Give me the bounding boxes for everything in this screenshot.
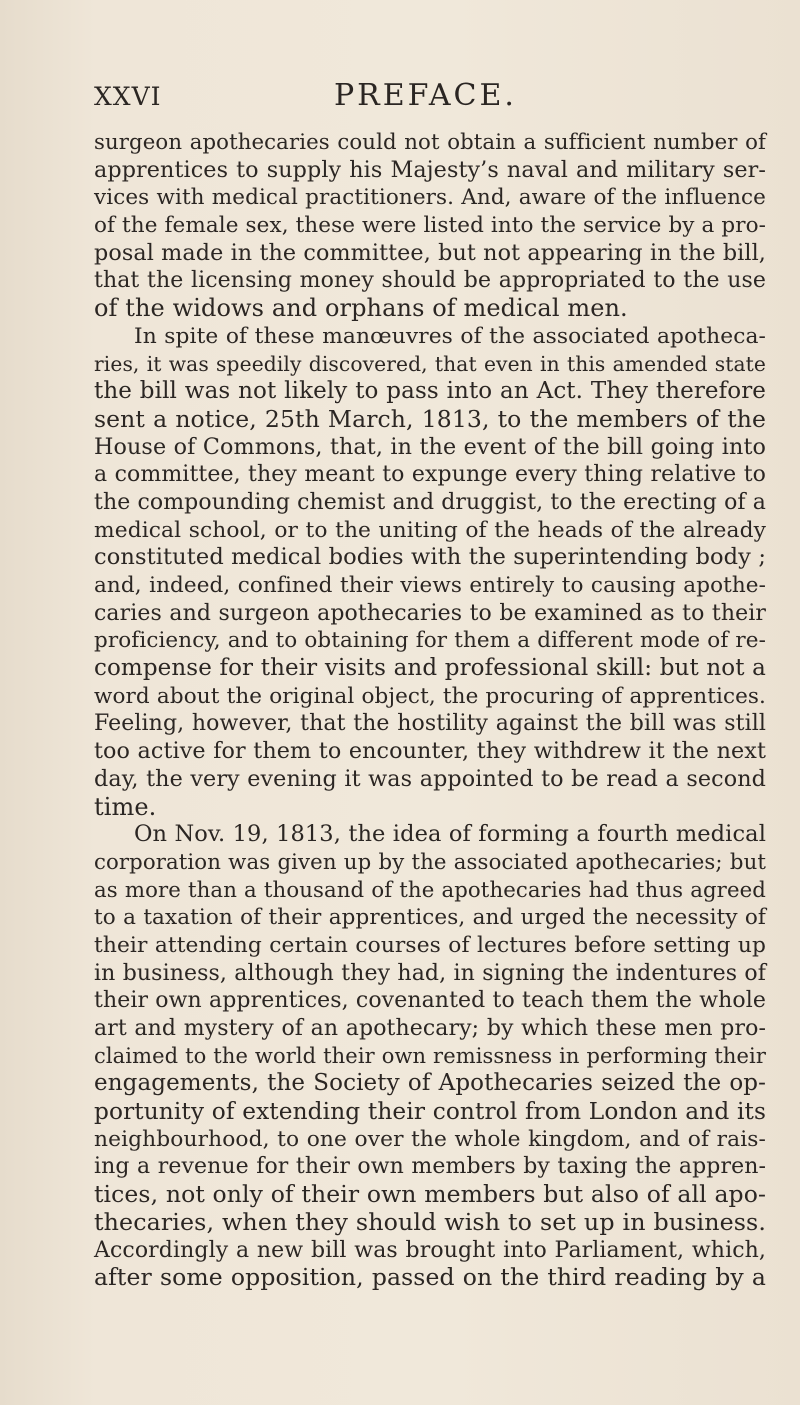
text-line: compense for their visits and professional skill: but not a [94,655,766,682]
text-line: Accordingly a new bill was brought into Parliament, which, [94,1237,766,1263]
text-line: posal made in the committee, but not appearing in the bill, [94,239,766,266]
text-line: On Nov. 19, 1813, the idea of forming a fourth medical [134,821,766,848]
text-line: that the licensing money should be appropriated to the use [94,268,766,294]
text-line: tices, not only of their own members but also of all apo- [94,1180,766,1209]
text-line: the compounding chemist and druggist, to the erecting of a [94,489,766,515]
body-text [94,129,766,1292]
text-line: constituted medical bodies with the superintending body ; [94,544,766,571]
text-line: medical school, or to the uniting of the heads of the already [94,517,766,543]
text-line: after some opposition, passed on the third reading by a [94,1263,766,1292]
text-line: to a taxation of their apprentices, and urged the necessity of [94,905,766,931]
text-line: time. [94,792,157,821]
text-line: engagements, the Society of Apothecaries seized the op- [94,1070,766,1097]
text-line: apprentices to supply his Majesty’s naval and military ser- [94,156,766,183]
text-line: neighbourhood, to one over the whole kingdom, and of rais- [94,1126,766,1152]
text-line: of the female sex, these were listed into the service by a pro- [94,213,766,239]
text-line: ries, it was speedily discovered, that even in this amended state [94,351,766,376]
text-line: their attending certain courses of lectures before setting up [94,932,766,958]
text-line: their own apprentices, covenanted to teach them the whole [94,988,766,1014]
text-line: sent a notice, 25th March, 1813, to the members of the [94,404,766,433]
text-line: in business, although they had, in signing the indentures of [94,960,766,986]
text-line: and, indeed, confined their views entirely to causing apothe- [94,573,766,598]
text-line: the bill was not likely to pass into an Act. They therefore [94,378,766,405]
text-line: proficiency, and to obtaining for them a different mode of re- [94,628,766,654]
text-line: corporation was given up by the associated apothecaries; but [94,849,766,875]
text-line: caries and surgeon apothecaries to be examined as to their [94,600,766,626]
text-line: In spite of these manœuvres of the associated apotheca- [134,323,766,349]
text-line: too active for them to encounter, they withdrew it the next [94,738,766,765]
text-line: ing a revenue for their own members by taxing the appren- [94,1154,766,1180]
text-line: a committee, they meant to expunge every thing relative to [94,462,766,488]
text-line: vices with medical practitioners. And, aware of the influence [94,185,766,211]
text-line: art and mystery of an apothecary; by which these men pro- [94,1016,766,1041]
text-line: day, the very evening it was appointed to be read a second [94,765,766,792]
text-line: as more than a thousand of the apothecaries had thus agreed [94,877,766,903]
page-number: XXVI [94,82,162,111]
running-head: PREFACE. [334,78,517,113]
text-line: House of Commons, that, in the event of the bill going into [94,433,766,460]
text-line: surgeon apothecaries could not obtain a sufficient number of [94,130,766,155]
text-line: claimed to the world their own remissness in performing their [94,1043,766,1068]
text-line: word about the original object, the procuring of apprentices. [94,683,766,709]
page-header [94,78,724,118]
text-line: portunity of extending their control from London and its [94,1098,766,1126]
text-line: thecaries, when they should wish to set up in business. [94,1207,766,1236]
text-line: of the widows and orphans of medical men. [94,294,628,323]
text-line: Feeling, however, that the hostility against the bill was still [94,711,766,737]
